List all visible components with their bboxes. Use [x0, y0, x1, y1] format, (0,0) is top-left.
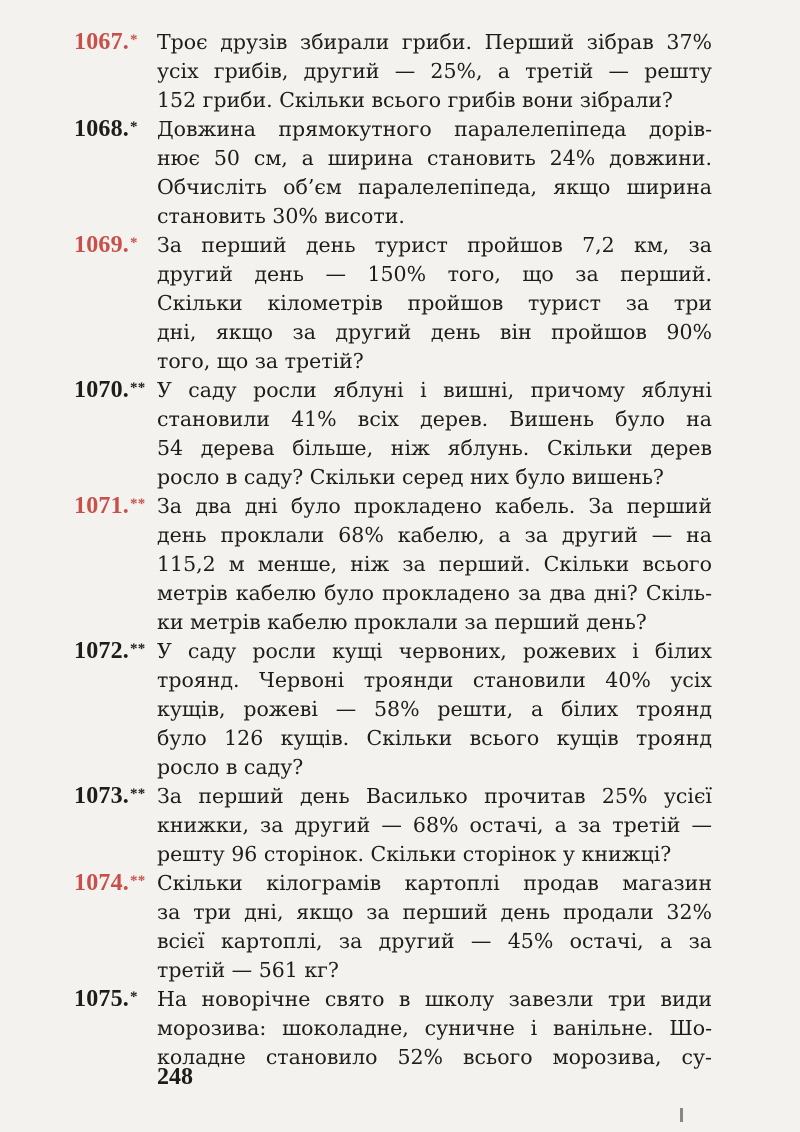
page-number: 248: [157, 1064, 193, 1090]
difficulty-mark: **: [130, 641, 146, 657]
difficulty-mark: **: [130, 786, 146, 802]
problem-text: [157, 28, 712, 115]
problem-text: [157, 782, 712, 869]
problem-number: [74, 637, 145, 666]
problem-text: [157, 376, 712, 492]
problem-number: [74, 869, 145, 898]
problem-text: [157, 231, 712, 376]
text-line: За перший день турист пройшов 7,2 км, за: [157, 233, 712, 257]
difficulty-mark: **: [130, 873, 146, 889]
problem-number: [74, 376, 145, 405]
text-line: У саду росли кущі червоних, рожевих і білих: [157, 639, 712, 663]
difficulty-mark: **: [130, 380, 146, 396]
text-line: За перший день Василько прочитав 25% усієї: [157, 784, 712, 808]
text-line: морозива: шоколадне, суничне і ванільне. Шо-: [157, 1016, 712, 1040]
problem-number: [74, 28, 138, 57]
problem-number-text: 1070.: [74, 377, 129, 403]
problem-number-text: 1067.: [74, 29, 129, 55]
problem-number-text: 1075.: [74, 986, 129, 1012]
text-line: За два дні було прокладено кабель. За перший: [157, 494, 712, 518]
text-line: коладне становило 52% всього морозива, су-: [157, 1045, 712, 1069]
problem-number: [74, 782, 145, 811]
text-line: 152 гриби. Скільки всього грибів вони зібрали?: [157, 88, 673, 112]
difficulty-mark: *: [130, 235, 138, 251]
text-line: Довжина прямокутного паралелепіпеда дорів-: [157, 117, 712, 141]
text-line: другий день — 150% того, що за перший.: [157, 262, 712, 286]
text-line: На новорічне свято в школу завезли три види: [157, 987, 712, 1011]
problem-text: [157, 115, 712, 231]
problem-text: [157, 637, 712, 782]
text-line: Скільки кілограмів картоплі продав магазин: [157, 871, 712, 895]
text-line: дні, якщо за другий день він пройшов 90%: [157, 320, 712, 344]
problem-number-text: 1071.: [74, 493, 129, 519]
text-line: того, що за третій?: [157, 349, 364, 373]
problem-number: [74, 492, 145, 521]
difficulty-mark: *: [130, 989, 138, 1005]
difficulty-mark: *: [130, 119, 138, 135]
text-line: Троє друзів збирали гриби. Перший зібрав 37%: [157, 30, 712, 54]
text-line: Обчисліть об’єм паралелепіпеда, якщо ширина: [157, 175, 712, 199]
problem-text: [157, 869, 712, 985]
text-line: нює 50 см, а ширина становить 24% довжини.: [157, 146, 712, 170]
text-line: троянд. Червоні троянди становили 40% усіх: [157, 668, 712, 692]
text-line: книжки, за другий — 68% остачі, а за третій —: [157, 813, 712, 837]
text-line: становить 30% висоти.: [157, 204, 405, 228]
text-line: метрів кабелю було прокладено за два дні? Скіль-: [157, 581, 712, 605]
difficulty-mark: *: [130, 32, 138, 48]
text-line: за три дні, якщо за перший день продали 32%: [157, 900, 712, 924]
text-line: кущів, рожеві — 58% решти, а білих троянд: [157, 697, 712, 721]
difficulty-mark: **: [130, 496, 146, 512]
text-line: день проклали 68% кабелю, а за другий — на: [157, 523, 712, 547]
text-line: ки метрів кабелю проклали за перший день?: [157, 610, 647, 634]
problem-number-text: 1074.: [74, 870, 129, 896]
margin-mark: [680, 1108, 683, 1122]
text-line: 115,2 м менше, ніж за перший. Скільки всього: [157, 552, 712, 576]
text-line: 54 дерева більше, ніж яблунь. Скільки дерев: [157, 436, 712, 460]
problem-number: [74, 231, 138, 260]
problem-number-text: 1068.: [74, 116, 129, 142]
problem-text: [157, 492, 712, 637]
problem-number-text: 1069.: [74, 232, 129, 258]
problem-number-text: 1072.: [74, 638, 129, 664]
problem-number: [74, 115, 138, 144]
problem-number: [74, 985, 138, 1014]
text-line: усіх грибів, другий — 25%, а третій — решту: [157, 59, 712, 83]
text-line: становили 41% всіх дерев. Вишень було на: [157, 407, 712, 431]
problem-text: [157, 985, 712, 1072]
text-line: росло в саду? Скільки серед них було вишень?: [157, 465, 664, 489]
text-line: решту 96 сторінок. Скільки сторінок у книжці?: [157, 842, 672, 866]
text-line: було 126 кущів. Скільки всього кущів троянд: [157, 726, 712, 750]
text-line: Скільки кілометрів пройшов турист за три: [157, 291, 712, 315]
text-line: третій — 561 кг?: [157, 958, 339, 982]
text-line: У саду росли яблуні і вишні, причому яблуні: [157, 378, 712, 402]
text-line: всієї картоплі, за другий — 45% остачі, а за: [157, 929, 712, 953]
text-line: росло в саду?: [157, 755, 304, 779]
problem-number-text: 1073.: [74, 783, 129, 809]
